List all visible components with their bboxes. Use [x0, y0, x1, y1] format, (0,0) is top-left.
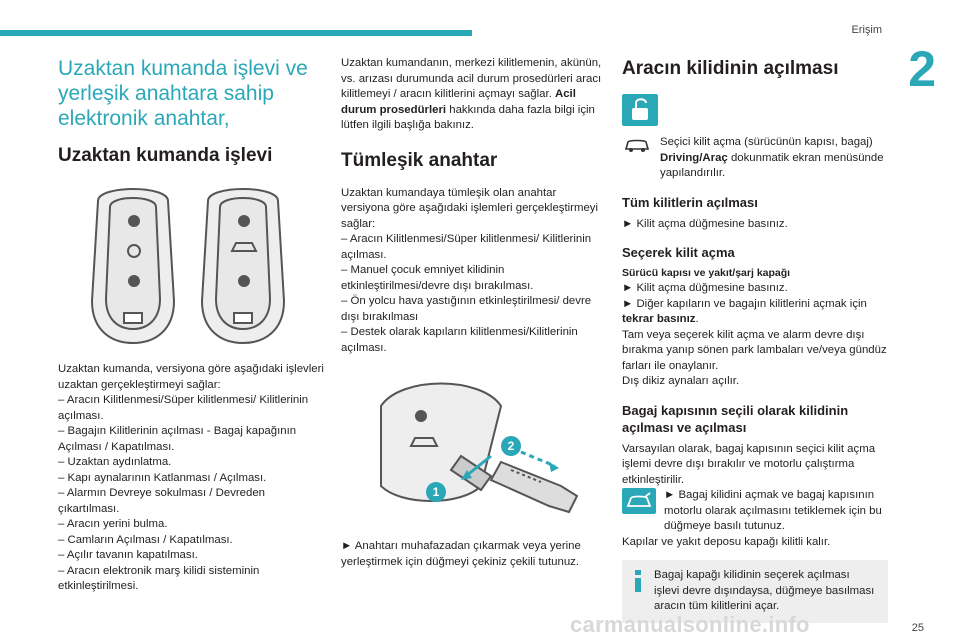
key-instruction: ► Anahtarı muhafazadan çıkarmak veya yerine yerleştirmek için düğmeyi çekiniz çekili tutunuz.: [341, 540, 581, 568]
boot-step-row: [622, 488, 888, 535]
heading-remote-function: Uzaktan kumanda işlevi: [58, 145, 273, 166]
list-item: – Aracın Kilitlenmesi/Süper kilitlenmesi/ Kilitlerinin açılması.: [341, 233, 592, 261]
menu-vehicle: Araç: [702, 151, 728, 164]
list-item: – Manuel çocuk emniyet kilidinin etkinleştirilmesi/devre dışı bırakılması.: [341, 264, 534, 292]
driver-door-subheading: Sürücü kapısı ve yakıt/şarj kapağı: [622, 267, 791, 279]
heading-unlock: Aracın kilidinin açılması: [622, 58, 839, 79]
page-title: Uzaktan kumanda işlevi ve yerleşik anahtara sahip elektronik anahtar,: [58, 57, 308, 130]
remote-functions-list: [58, 393, 324, 595]
list-item: – Bagajın Kilitlerinin açılması - Bagaj kapağının Açılması / Kapatılması.: [58, 425, 297, 453]
info-icon: [630, 568, 648, 594]
chapter-number: 2: [908, 41, 936, 97]
top-accent-bar: [0, 30, 472, 36]
remote-intro: Uzaktan kumanda, versiyona göre aşağıdaki işlevleri uzaktan gerçekleştirmeyi sağlar:: [58, 363, 324, 391]
mirrors-unfold: Dış dikiz aynaları açılır.: [622, 375, 740, 387]
page-number: 25: [911, 622, 924, 634]
selective-step-2: ► Diğer kapıların ve bagajın kilitlerini açmak için tekrar basınız.: [622, 297, 867, 325]
selective-text: Seçici kilit açma (sürücünün kapısı, bagaj): [660, 136, 873, 148]
heading-full-unlock: Tüm kilitlerin açılması: [622, 194, 758, 210]
boot-step: ► Bagaj kilidini açmak ve bagaj kapısının motorlu olarak açılmasını tetiklemek için bu düğmeye basılı tutunuz.: [664, 489, 882, 532]
step-2-bold: tekrar basınız: [622, 313, 696, 325]
list-item: – Alarmın Devreye sokulması / Devreden çıkartılması.: [58, 487, 266, 515]
info-text: Bagaj kapağı kilidinin seçerek açılması işlevi devre dışındaysa, düğmeye basılması aracın tüm kilitlerini açar.: [654, 569, 875, 612]
list-item: – Aracın Kilitlenmesi/Süper kilitlenmesi/ Kilitlerinin açılması.: [58, 394, 309, 422]
emergency-bold: Acil durum prosedürleri: [341, 88, 576, 116]
column-2: [341, 56, 607, 570]
remote-keys-illustration: [58, 181, 324, 351]
boot-button-icon: [622, 488, 656, 514]
list-item: – Aracın elektronik marş kilidi sisteminin etkinleştirilmesi.: [58, 564, 260, 592]
step-2-text: ► Diğer kapıların ve bagajın kilitlerini açmak için: [622, 297, 867, 310]
watermark: carmanualsonline.info: [570, 612, 810, 637]
callout-2: 2: [507, 439, 515, 453]
column-3: [622, 56, 888, 623]
remote-key-left: [92, 189, 174, 343]
remote-key-right: [202, 189, 284, 343]
section-name: Erişim: [851, 24, 882, 36]
full-unlock-step: ► Kilit açma düğmesine basınız.: [622, 217, 788, 230]
key-extraction-illustration: [341, 366, 607, 526]
key-functions-list: [341, 232, 607, 356]
menu-separator: /: [699, 151, 703, 164]
list-item: – Camların Açılması / Kapatılması.: [58, 533, 233, 546]
list-item: – Uzaktan aydınlatma.: [58, 456, 172, 468]
column-1: [58, 56, 324, 595]
selective-text-end: dokunmatik ekran menüsünde yapılandırılır.: [660, 151, 884, 179]
car-icon: [622, 135, 652, 155]
emergency-text: Uzaktan kumandanın, merkezi kilitlemenin, akünün, vs. arızası durumunda acil durum prosedürleri aracı kilitlemeyi / aracın kilitlerini açmayı sağlar.: [341, 57, 602, 100]
emergency-paragraph: [341, 56, 607, 134]
list-item: – Ön yolcu hava yastığının etkinleştirilmesi/ devre dışı bırakılması: [341, 295, 592, 323]
selective-step-1: ► Kilit açma düğmesine basınız.: [622, 282, 788, 294]
list-item: – Aracın yerini bulma.: [58, 518, 168, 530]
heading-integrated-key: Tümleşik anahtar: [341, 149, 498, 171]
list-item: – Destek olarak kapıların kilitlenmesi/Kilitlerinin açılması.: [341, 326, 578, 354]
heading-boot-unlock: Bagaj kapısının seçili olarak kilidinin açılması ve açılması: [622, 402, 849, 435]
selective-config-text: [660, 135, 888, 182]
boot-locked-note: Kapılar ve yakıt deposu kapağı kilitli kalır.: [622, 535, 831, 548]
key-intro: Uzaktan kumandaya tümleşik olan anahtar versiyona göre aşağıdaki işlemleri gerçekleştirmeyi sağlar:: [341, 186, 599, 230]
selective-config-row: [622, 135, 888, 182]
selective-confirmation: Tam veya seçerek kilit açma ve alarm devre dışı bırakma yanıp sönen park lambaları ve/veya gündüz farları ile onaylanır.: [622, 328, 887, 372]
unlock-button-icon: [622, 94, 658, 126]
list-item: – Açılır tavanın kapatılması.: [58, 549, 198, 561]
menu-driving: Driving: [660, 151, 700, 164]
emergency-text-end: hakkında daha fazla bilgi için lütfen ilgili başlığa bakınız.: [341, 103, 595, 131]
heading-selective-unlock: Seçerek kilit açma: [622, 245, 735, 260]
list-item: – Kapı aynalarının Katlanması / Açılması.: [58, 471, 267, 484]
callout-1: 1: [432, 485, 440, 499]
boot-default: Varsayılan olarak, bagaj kapısının seçici kilit açma işlemi devre dışı bırakılır ve motorlu çalıştırma etkinleştirilir.: [622, 442, 876, 486]
